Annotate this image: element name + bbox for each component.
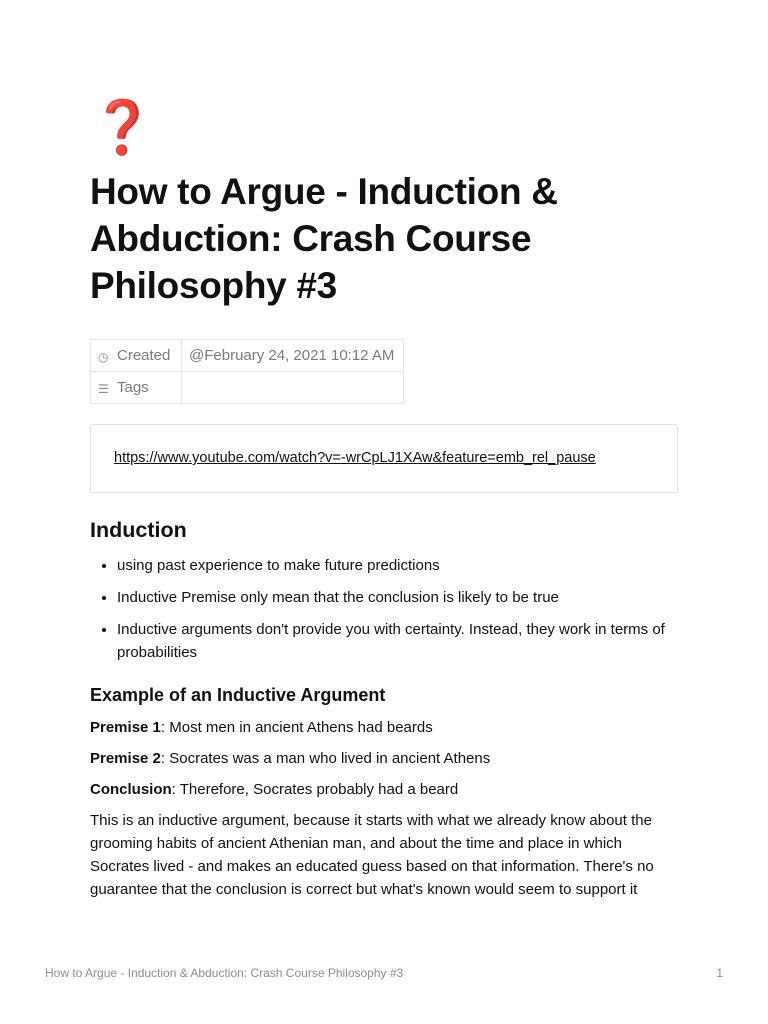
list-icon: ☰ — [98, 382, 109, 396]
conclusion-text: : Therefore, Socrates probably had a beard — [171, 781, 459, 798]
property-row-created — [91, 340, 404, 372]
premise-2-text: : Socrates was a man who lived in ancient Athens — [160, 750, 491, 767]
list-item: • Inductive arguments don't provide you with certainty. Instead, they work in terms of probabilities — [117, 618, 678, 664]
premise-1-text: : Most men in ancient Athens had beards — [160, 719, 433, 736]
created-value: @February 24, 2021 10:12 AM — [182, 340, 404, 372]
bookmark-block — [90, 424, 678, 493]
premise-2-label: Premise 2 — [90, 750, 161, 767]
page-title: How to Argue - Induction & Abduction: Crash Course Philosophy #3 — [90, 171, 558, 306]
property-key-created — [91, 340, 182, 372]
question-mark-icon: ❓ — [90, 98, 155, 158]
property-key-tags — [91, 372, 182, 404]
explanation-paragraph: This is an inductive argument, because it starts with what we already know about the grooming habits of ancient Athenian man, and about the time and place in which Socrates lived - and makes an educated guess based on that information. There's no guarantee that the conclusion is correct but what's known would seem to support it — [90, 812, 654, 898]
premise-1-label: Premise 1 — [90, 719, 161, 736]
bookmark-link[interactable]: https://www.youtube.com/watch?v=-wrCpLJ1XAw&feature=emb_rel_pause — [114, 450, 596, 466]
footer-title: How to Argue - Induction & Abduction: Crash Course Philosophy #3 — [45, 966, 404, 980]
tags-value — [182, 372, 404, 404]
premise-1 — [90, 716, 678, 739]
footer-page-number: 1 — [716, 966, 723, 980]
example-heading: Example of an Inductive Argument — [90, 685, 386, 705]
created-label: Created — [117, 347, 171, 364]
tags-label: Tags — [117, 379, 149, 396]
induction-list — [90, 554, 678, 664]
list-item: • using past experience to make future predictions — [117, 554, 678, 577]
page-content — [90, 100, 678, 909]
premise-2 — [90, 747, 678, 770]
clock-icon: ◷ — [98, 350, 109, 364]
conclusion — [90, 778, 678, 801]
properties-table — [90, 339, 404, 404]
conclusion-label: Conclusion — [90, 781, 172, 798]
property-row-tags — [91, 372, 404, 404]
list-item: • Inductive Premise only mean that the conclusion is likely to be true — [117, 586, 678, 609]
induction-heading: Induction — [90, 518, 187, 542]
